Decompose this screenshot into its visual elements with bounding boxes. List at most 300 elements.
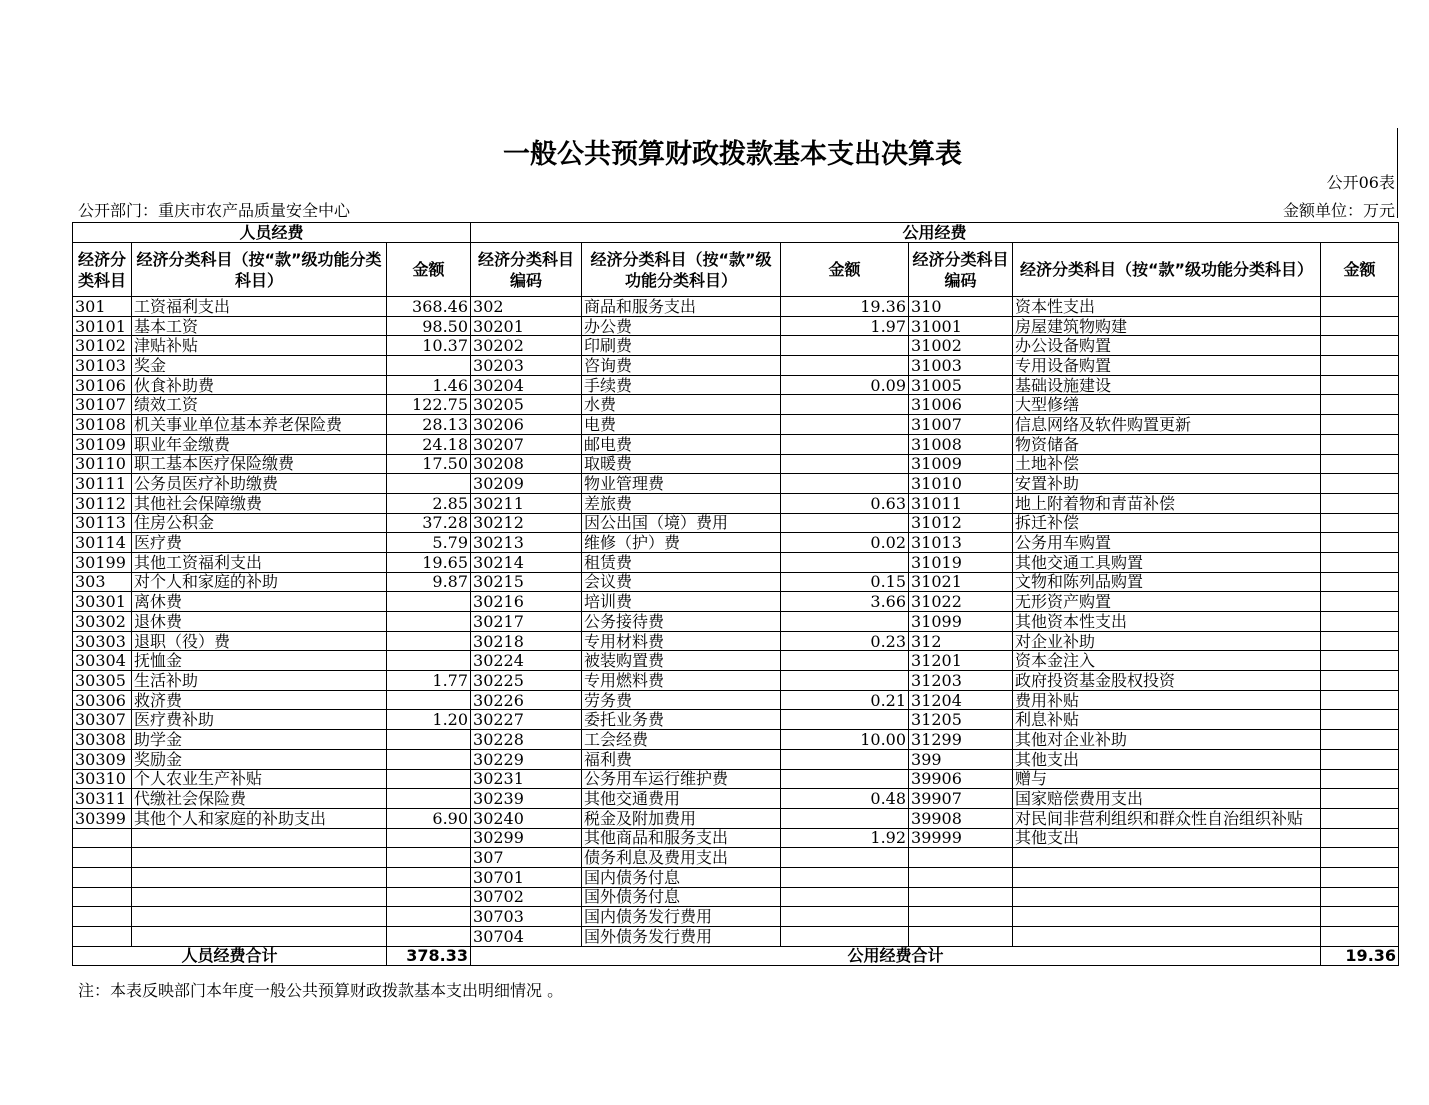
goods-amount-cell	[781, 907, 909, 927]
goods-code-cell: 30299	[471, 828, 582, 848]
goods-code-cell: 30207	[471, 434, 582, 454]
capital-name-cell: 基础设施建设	[1013, 375, 1321, 395]
capital-code-cell: 31008	[909, 434, 1013, 454]
capital-amount-cell	[1321, 336, 1399, 356]
personnel-code-cell: 30302	[73, 612, 132, 632]
goods-code-cell: 30211	[471, 493, 582, 513]
goods-name-cell: 税金及附加费用	[582, 808, 781, 828]
capital-amount-cell	[1321, 612, 1399, 632]
goods-amount-cell	[781, 513, 909, 533]
table-row	[73, 336, 1399, 356]
public-total-label: 公用经费合计	[471, 946, 1321, 965]
goods-code-cell: 30205	[471, 395, 582, 415]
personnel-name-cell: 职业年金缴费	[132, 434, 387, 454]
capital-amount-cell	[1321, 572, 1399, 592]
header-amount-goods: 金额	[781, 243, 909, 297]
personnel-amount-cell: 19.65	[387, 552, 471, 572]
personnel-name-cell: 公务员医疗补助缴费	[132, 474, 387, 494]
personnel-amount-cell: 368.46	[387, 297, 471, 317]
personnel-code-cell: 301	[73, 297, 132, 317]
department-label: 公开部门：重庆市农产品质量安全中心	[78, 201, 351, 220]
capital-name-cell: 其他对企业补助	[1013, 730, 1321, 750]
personnel-amount-cell: 1.77	[387, 671, 471, 691]
goods-code-cell: 30214	[471, 552, 582, 572]
capital-name-cell: 其他资本性支出	[1013, 612, 1321, 632]
table-row	[73, 434, 1399, 454]
personnel-name-cell: 个人农业生产补贴	[132, 769, 387, 789]
capital-code-cell: 31002	[909, 336, 1013, 356]
personnel-name-cell	[132, 867, 387, 887]
unit-label: 金额单位：万元	[1282, 201, 1395, 220]
capital-name-cell	[1013, 927, 1321, 947]
table-row	[73, 907, 1399, 927]
table-row	[73, 572, 1399, 592]
personnel-code-cell: 30108	[73, 415, 132, 435]
personnel-name-cell	[132, 887, 387, 907]
capital-name-cell: 公务用车购置	[1013, 533, 1321, 553]
personnel-name-cell: 职工基本医疗保险缴费	[132, 454, 387, 474]
header-amount-personnel: 金额	[387, 243, 471, 297]
goods-code-cell: 30201	[471, 316, 582, 336]
personnel-code-cell: 30306	[73, 690, 132, 710]
personnel-name-cell: 工资福利支出	[132, 297, 387, 317]
personnel-name-cell	[132, 828, 387, 848]
table-row	[73, 356, 1399, 376]
capital-amount-cell	[1321, 375, 1399, 395]
personnel-amount-cell	[387, 631, 471, 651]
goods-name-cell: 劳务费	[582, 690, 781, 710]
personnel-name-cell: 抚恤金	[132, 651, 387, 671]
public-total-amount: 19.36	[1321, 946, 1399, 965]
goods-code-cell: 30203	[471, 356, 582, 376]
capital-code-cell	[909, 867, 1013, 887]
personnel-amount-cell: 24.18	[387, 434, 471, 454]
capital-name-cell	[1013, 907, 1321, 927]
header-code-personnel: 经济分类科目	[73, 243, 132, 297]
personnel-code-cell: 30308	[73, 730, 132, 750]
capital-name-cell: 资本金注入	[1013, 651, 1321, 671]
goods-name-cell: 印刷费	[582, 336, 781, 356]
table-row	[73, 493, 1399, 513]
personnel-amount-cell	[387, 828, 471, 848]
table-row	[73, 769, 1399, 789]
goods-code-cell: 30224	[471, 651, 582, 671]
goods-amount-cell	[781, 867, 909, 887]
table-row	[73, 789, 1399, 809]
capital-amount-cell	[1321, 808, 1399, 828]
capital-code-cell: 39906	[909, 769, 1013, 789]
personnel-code-cell: 30310	[73, 769, 132, 789]
goods-name-cell: 水费	[582, 395, 781, 415]
goods-code-cell: 30202	[471, 336, 582, 356]
goods-name-cell: 公务用车运行维护费	[582, 769, 781, 789]
goods-code-cell: 30225	[471, 671, 582, 691]
table-row	[73, 730, 1399, 750]
table-row	[73, 474, 1399, 494]
personnel-name-cell	[132, 848, 387, 868]
personnel-amount-cell	[387, 730, 471, 750]
capital-code-cell: 31019	[909, 552, 1013, 572]
capital-code-cell: 312	[909, 631, 1013, 651]
table-row	[73, 867, 1399, 887]
capital-amount-cell	[1321, 867, 1399, 887]
goods-amount-cell: 1.92	[781, 828, 909, 848]
goods-code-cell: 30217	[471, 612, 582, 632]
goods-code-cell: 30204	[471, 375, 582, 395]
goods-amount-cell	[781, 454, 909, 474]
personnel-code-cell: 30110	[73, 454, 132, 474]
goods-name-cell: 专用材料费	[582, 631, 781, 651]
goods-code-cell: 30208	[471, 454, 582, 474]
capital-amount-cell	[1321, 356, 1399, 376]
goods-amount-cell	[781, 336, 909, 356]
personnel-code-cell: 30305	[73, 671, 132, 691]
personnel-amount-cell	[387, 690, 471, 710]
table-row	[73, 828, 1399, 848]
goods-code-cell: 30216	[471, 592, 582, 612]
goods-code-cell: 307	[471, 848, 582, 868]
capital-code-cell	[909, 848, 1013, 868]
header-code-goods: 经济分类科目编码	[471, 243, 582, 297]
capital-amount-cell	[1321, 631, 1399, 651]
goods-amount-cell	[781, 671, 909, 691]
capital-amount-cell	[1321, 927, 1399, 947]
personnel-amount-cell	[387, 356, 471, 376]
personnel-code-cell: 30112	[73, 493, 132, 513]
personnel-amount-cell	[387, 749, 471, 769]
personnel-name-cell: 助学金	[132, 730, 387, 750]
goods-name-cell: 其他交通费用	[582, 789, 781, 809]
goods-amount-cell	[781, 749, 909, 769]
personnel-name-cell: 住房公积金	[132, 513, 387, 533]
personnel-amount-cell: 2.85	[387, 493, 471, 513]
personnel-code-cell: 30304	[73, 651, 132, 671]
capital-name-cell: 赠与	[1013, 769, 1321, 789]
capital-name-cell: 文物和陈列品购置	[1013, 572, 1321, 592]
table-row	[73, 808, 1399, 828]
personnel-name-cell: 其他个人和家庭的补助支出	[132, 808, 387, 828]
header-name-goods: 经济分类科目（按“款”级功能分类科目）	[582, 243, 781, 297]
goods-name-cell: 咨询费	[582, 356, 781, 376]
goods-code-cell: 30213	[471, 533, 582, 553]
capital-code-cell: 31003	[909, 356, 1013, 376]
goods-amount-cell: 0.63	[781, 493, 909, 513]
table-row	[73, 651, 1399, 671]
goods-amount-cell: 19.36	[781, 297, 909, 317]
table-row	[73, 513, 1399, 533]
personnel-amount-cell	[387, 907, 471, 927]
page-title: 一般公共预算财政拨款基本支出决算表	[503, 139, 962, 170]
goods-code-cell: 30218	[471, 631, 582, 651]
capital-amount-cell	[1321, 434, 1399, 454]
goods-amount-cell: 10.00	[781, 730, 909, 750]
header-name-capital: 经济分类科目（按“款”级功能分类科目）	[1013, 243, 1321, 297]
capital-amount-cell	[1321, 907, 1399, 927]
capital-amount-cell	[1321, 592, 1399, 612]
capital-name-cell: 信息网络及软件购置更新	[1013, 415, 1321, 435]
goods-code-cell: 30239	[471, 789, 582, 809]
capital-code-cell: 399	[909, 749, 1013, 769]
goods-amount-cell	[781, 474, 909, 494]
personnel-code-cell	[73, 887, 132, 907]
personnel-code-cell: 30106	[73, 375, 132, 395]
personnel-total-amount: 378.33	[387, 946, 471, 965]
goods-name-cell: 债务利息及费用支出	[582, 848, 781, 868]
capital-amount-cell	[1321, 749, 1399, 769]
capital-code-cell: 39908	[909, 808, 1013, 828]
capital-amount-cell	[1321, 513, 1399, 533]
table-row	[73, 631, 1399, 651]
capital-amount-cell	[1321, 887, 1399, 907]
capital-name-cell: 费用补贴	[1013, 690, 1321, 710]
goods-name-cell: 公务接待费	[582, 612, 781, 632]
personnel-amount-cell	[387, 867, 471, 887]
table-row	[73, 887, 1399, 907]
goods-amount-cell	[781, 415, 909, 435]
personnel-code-cell	[73, 907, 132, 927]
goods-code-cell: 302	[471, 297, 582, 317]
goods-amount-cell: 0.48	[781, 789, 909, 809]
capital-amount-cell	[1321, 769, 1399, 789]
personnel-name-cell: 其他工资福利支出	[132, 552, 387, 572]
capital-name-cell: 国家赔偿费用支出	[1013, 789, 1321, 809]
goods-name-cell: 商品和服务支出	[582, 297, 781, 317]
capital-code-cell: 31013	[909, 533, 1013, 553]
group-personnel: 人员经费	[73, 223, 471, 243]
personnel-amount-cell: 98.50	[387, 316, 471, 336]
goods-amount-cell	[781, 887, 909, 907]
goods-code-cell: 30228	[471, 730, 582, 750]
goods-amount-cell	[781, 356, 909, 376]
totals-row	[73, 946, 1399, 965]
goods-name-cell: 电费	[582, 415, 781, 435]
personnel-code-cell: 30103	[73, 356, 132, 376]
capital-amount-cell	[1321, 848, 1399, 868]
header-name-personnel: 经济分类科目（按“款”级功能分类科目）	[132, 243, 387, 297]
capital-amount-cell	[1321, 828, 1399, 848]
personnel-code-cell: 30111	[73, 474, 132, 494]
capital-name-cell: 无形资产购置	[1013, 592, 1321, 612]
capital-code-cell: 31001	[909, 316, 1013, 336]
capital-name-cell: 办公设备购置	[1013, 336, 1321, 356]
personnel-amount-cell: 122.75	[387, 395, 471, 415]
capital-name-cell: 地上附着物和青苗补偿	[1013, 493, 1321, 513]
goods-amount-cell	[781, 434, 909, 454]
goods-amount-cell	[781, 927, 909, 947]
table-row	[73, 552, 1399, 572]
personnel-code-cell: 303	[73, 572, 132, 592]
table-row	[73, 297, 1399, 317]
personnel-code-cell: 30199	[73, 552, 132, 572]
goods-name-cell: 物业管理费	[582, 474, 781, 494]
capital-code-cell: 31299	[909, 730, 1013, 750]
goods-code-cell: 30231	[471, 769, 582, 789]
goods-code-cell: 30226	[471, 690, 582, 710]
capital-name-cell: 政府投资基金股权投资	[1013, 671, 1321, 691]
personnel-code-cell: 30301	[73, 592, 132, 612]
goods-amount-cell	[781, 808, 909, 828]
table-row	[73, 710, 1399, 730]
goods-name-cell: 福利费	[582, 749, 781, 769]
goods-name-cell: 国内债务发行费用	[582, 907, 781, 927]
capital-code-cell: 31021	[909, 572, 1013, 592]
capital-amount-cell	[1321, 671, 1399, 691]
capital-code-cell: 310	[909, 297, 1013, 317]
personnel-amount-cell	[387, 927, 471, 947]
personnel-amount-cell	[387, 592, 471, 612]
goods-code-cell: 30227	[471, 710, 582, 730]
personnel-name-cell: 机关事业单位基本养老保险费	[132, 415, 387, 435]
capital-amount-cell	[1321, 316, 1399, 336]
goods-amount-cell: 3.66	[781, 592, 909, 612]
personnel-code-cell: 30309	[73, 749, 132, 769]
goods-amount-cell: 0.15	[781, 572, 909, 592]
capital-name-cell: 物资储备	[1013, 434, 1321, 454]
personnel-code-cell: 30113	[73, 513, 132, 533]
personnel-amount-cell	[387, 887, 471, 907]
goods-amount-cell: 0.09	[781, 375, 909, 395]
personnel-name-cell: 奖金	[132, 356, 387, 376]
goods-amount-cell	[781, 769, 909, 789]
capital-code-cell: 31203	[909, 671, 1013, 691]
goods-name-cell: 邮电费	[582, 434, 781, 454]
personnel-amount-cell: 17.50	[387, 454, 471, 474]
personnel-name-cell: 医疗费补助	[132, 710, 387, 730]
table-row	[73, 415, 1399, 435]
capital-code-cell: 31005	[909, 375, 1013, 395]
personnel-name-cell: 救济费	[132, 690, 387, 710]
table-row	[73, 612, 1399, 632]
personnel-name-cell: 奖励金	[132, 749, 387, 769]
personnel-name-cell: 生活补助	[132, 671, 387, 691]
personnel-code-cell	[73, 927, 132, 947]
capital-amount-cell	[1321, 651, 1399, 671]
goods-amount-cell	[781, 612, 909, 632]
form-number: 公开06表	[1326, 173, 1395, 192]
capital-amount-cell	[1321, 415, 1399, 435]
table-row	[73, 395, 1399, 415]
capital-name-cell: 利息补贴	[1013, 710, 1321, 730]
personnel-amount-cell: 6.90	[387, 808, 471, 828]
table-row	[73, 671, 1399, 691]
goods-name-cell: 国外债务付息	[582, 887, 781, 907]
goods-name-cell: 国外债务发行费用	[582, 927, 781, 947]
goods-amount-cell	[781, 651, 909, 671]
personnel-name-cell	[132, 907, 387, 927]
capital-amount-cell	[1321, 474, 1399, 494]
capital-name-cell: 土地补偿	[1013, 454, 1321, 474]
capital-code-cell	[909, 887, 1013, 907]
personnel-amount-cell	[387, 474, 471, 494]
goods-name-cell: 取暖费	[582, 454, 781, 474]
column-header-row	[73, 243, 1399, 297]
goods-code-cell: 30704	[471, 927, 582, 947]
group-public: 公用经费	[471, 223, 1399, 243]
header-code-capital: 经济分类科目编码	[909, 243, 1013, 297]
capital-name-cell: 其他支出	[1013, 749, 1321, 769]
goods-name-cell: 委托业务费	[582, 710, 781, 730]
personnel-amount-cell: 28.13	[387, 415, 471, 435]
personnel-amount-cell: 1.46	[387, 375, 471, 395]
goods-code-cell: 30229	[471, 749, 582, 769]
capital-amount-cell	[1321, 710, 1399, 730]
goods-name-cell: 因公出国（境）费用	[582, 513, 781, 533]
goods-name-cell: 会议费	[582, 572, 781, 592]
table-row	[73, 690, 1399, 710]
capital-code-cell: 31011	[909, 493, 1013, 513]
capital-code-cell: 31205	[909, 710, 1013, 730]
capital-name-cell: 专用设备购置	[1013, 356, 1321, 376]
goods-code-cell: 30215	[471, 572, 582, 592]
goods-name-cell: 培训费	[582, 592, 781, 612]
personnel-amount-cell	[387, 612, 471, 632]
personnel-amount-cell: 10.37	[387, 336, 471, 356]
goods-name-cell: 专用燃料费	[582, 671, 781, 691]
capital-amount-cell	[1321, 789, 1399, 809]
table-row	[73, 592, 1399, 612]
table-row	[73, 533, 1399, 553]
personnel-code-cell: 30114	[73, 533, 132, 553]
personnel-name-cell: 基本工资	[132, 316, 387, 336]
goods-name-cell: 国内债务付息	[582, 867, 781, 887]
goods-amount-cell	[781, 552, 909, 572]
capital-name-cell	[1013, 848, 1321, 868]
personnel-amount-cell: 1.20	[387, 710, 471, 730]
capital-code-cell: 31201	[909, 651, 1013, 671]
capital-name-cell: 安置补助	[1013, 474, 1321, 494]
personnel-name-cell: 伙食补助费	[132, 375, 387, 395]
capital-amount-cell	[1321, 552, 1399, 572]
goods-code-cell: 30240	[471, 808, 582, 828]
capital-amount-cell	[1321, 730, 1399, 750]
personnel-code-cell	[73, 828, 132, 848]
goods-amount-cell	[781, 848, 909, 868]
personnel-code-cell: 30307	[73, 710, 132, 730]
personnel-name-cell: 医疗费	[132, 533, 387, 553]
personnel-code-cell: 30399	[73, 808, 132, 828]
table-row	[73, 848, 1399, 868]
capital-name-cell: 资本性支出	[1013, 297, 1321, 317]
goods-amount-cell	[781, 395, 909, 415]
capital-amount-cell	[1321, 297, 1399, 317]
capital-code-cell: 31012	[909, 513, 1013, 533]
capital-name-cell: 大型修缮	[1013, 395, 1321, 415]
capital-code-cell: 31010	[909, 474, 1013, 494]
capital-code-cell: 39907	[909, 789, 1013, 809]
personnel-name-cell: 津贴补贴	[132, 336, 387, 356]
personnel-total-label: 人员经费合计	[73, 946, 387, 965]
personnel-code-cell: 30311	[73, 789, 132, 809]
table-row	[73, 375, 1399, 395]
personnel-code-cell	[73, 848, 132, 868]
capital-code-cell: 31009	[909, 454, 1013, 474]
personnel-code-cell: 30107	[73, 395, 132, 415]
footnote: 注：本表反映部门本年度一般公共预算财政拨款基本支出明细情况 。	[78, 981, 564, 1000]
goods-amount-cell: 1.97	[781, 316, 909, 336]
capital-code-cell	[909, 927, 1013, 947]
capital-amount-cell	[1321, 454, 1399, 474]
personnel-amount-cell	[387, 848, 471, 868]
personnel-amount-cell: 5.79	[387, 533, 471, 553]
goods-amount-cell: 0.02	[781, 533, 909, 553]
capital-name-cell: 拆迁补偿	[1013, 513, 1321, 533]
capital-amount-cell	[1321, 395, 1399, 415]
capital-name-cell: 其他支出	[1013, 828, 1321, 848]
expenditure-table	[72, 222, 1399, 966]
goods-amount-cell: 0.21	[781, 690, 909, 710]
personnel-name-cell	[132, 927, 387, 947]
capital-code-cell: 31099	[909, 612, 1013, 632]
